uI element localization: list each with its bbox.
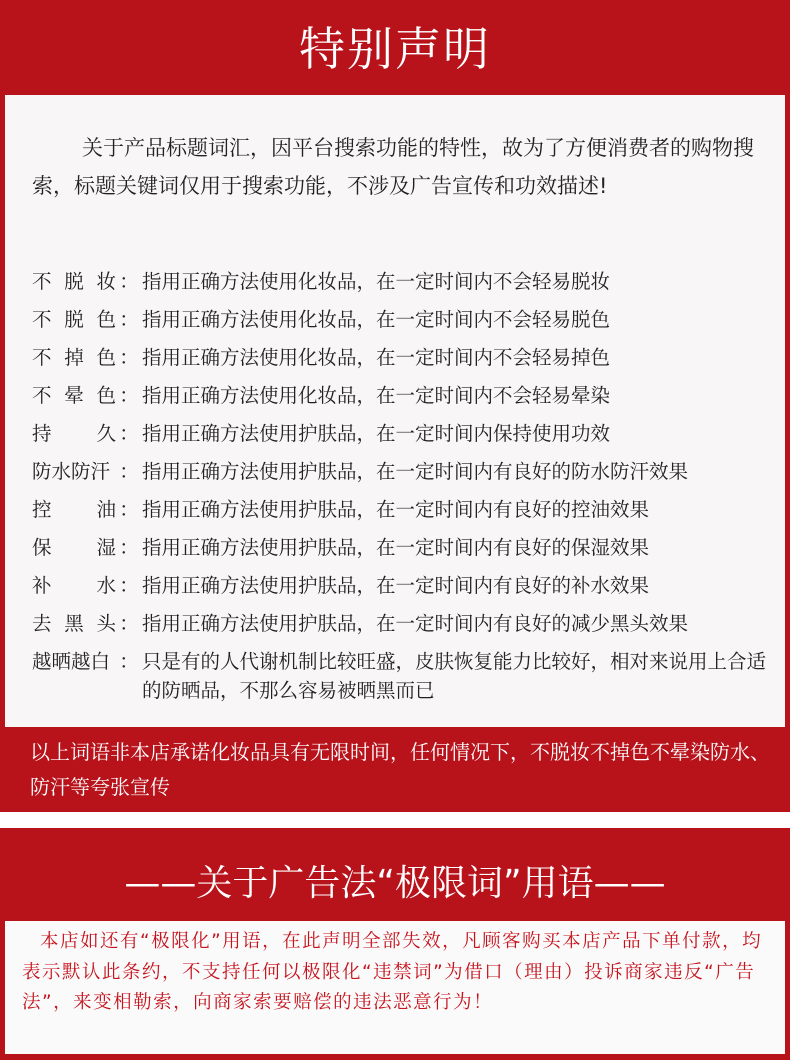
definition-term-char: 色 [96, 346, 116, 369]
definition-term-char: 越晒越白 [32, 650, 111, 673]
definition-term [32, 301, 116, 339]
definition-row [32, 491, 782, 529]
definition-term [32, 491, 116, 529]
definition-term-char: 不 [32, 346, 52, 369]
definition-term-char: 头 [96, 612, 116, 635]
definition-term [32, 643, 116, 705]
definition-term-char: 色 [96, 308, 116, 331]
declaration-panel [5, 95, 785, 727]
definition-term-char: 不 [32, 384, 52, 407]
definition-row [32, 529, 782, 567]
definition-term [32, 529, 116, 567]
section-divider [0, 812, 790, 828]
page-title: 特别声明 [299, 22, 491, 76]
definition-term-char: 油 [96, 498, 116, 521]
definition-term-char: 晕 [64, 384, 84, 407]
definition-term [32, 415, 116, 453]
definition-term-char: 补 [32, 574, 52, 597]
definition-term-char: 湿 [96, 536, 116, 559]
definition-colon: ： [119, 498, 139, 521]
definition-colon: ： [119, 308, 139, 331]
definition-term [32, 339, 116, 377]
definition-term-char: 脱 [64, 270, 84, 293]
definition-desc: 指用正确方法使用护肤品，在一定时间内保持使用功效 [142, 422, 611, 445]
definition-term [32, 453, 116, 491]
definition-term-char: 水 [96, 574, 116, 597]
definition-row [32, 567, 782, 605]
definitions-list [32, 263, 782, 705]
definition-colon: ： [119, 460, 139, 483]
notice-text: 本店如还有“极限化”用语，在此声明全部失效，凡顾客购买本店产品下单付款，均表示默认此条约，不支持任何以极限化“违禁词”为借口（理由）投诉商家违反“广告法”，来变相勒索，向商家索要赔偿的违法恶意行为！ [22, 931, 763, 1013]
definition-desc: 指用正确方法使用化妆品，在一定时间内不会轻易脱色 [142, 308, 611, 331]
definition-colon: ： [119, 650, 139, 673]
definition-term-char: 不 [32, 270, 52, 293]
definition-term-char: 去 [32, 612, 52, 635]
definition-term-char: 妆 [96, 270, 116, 293]
definition-row [32, 643, 782, 705]
definition-colon: ： [119, 384, 139, 407]
definition-term [32, 605, 116, 643]
definition-desc: 只是有的人代谢机制比较旺盛，皮肤恢复能力比较好，相对来说用上合适的防晒品，不那么容易被晒黑而已 [142, 650, 767, 702]
definition-desc: 指用正确方法使用化妆品，在一定时间内不会轻易脱妆 [142, 270, 611, 293]
notice-panel [5, 921, 785, 1054]
disclaimer-text: 以上词语非本店承诺化妆品具有无限时间，任何情况下，不脱妆不掉色不晕染防水、防汗等夸张宣传 [30, 740, 770, 799]
definition-term [32, 377, 116, 415]
definition-row [32, 377, 782, 415]
definition-row [32, 339, 782, 377]
definition-desc: 指用正确方法使用化妆品，在一定时间内不会轻易晕染 [142, 384, 611, 407]
definition-colon: ： [119, 612, 139, 635]
definition-desc: 指用正确方法使用护肤品，在一定时间内有良好的控油效果 [142, 498, 650, 521]
definition-row [32, 453, 782, 491]
definition-desc: 指用正确方法使用护肤品，在一定时间内有良好的减少黑头效果 [142, 612, 689, 635]
definition-colon: ： [119, 270, 139, 293]
definition-term-char: 保 [32, 536, 52, 559]
definition-term [32, 263, 116, 301]
definition-term-char: 防水防汗 [32, 460, 111, 483]
definition-desc: 指用正确方法使用护肤品，在一定时间内有良好的补水效果 [142, 574, 650, 597]
definition-colon: ： [119, 536, 139, 559]
definition-term-char: 掉 [64, 346, 84, 369]
definition-term-char: 不 [32, 308, 52, 331]
definition-row [32, 605, 782, 643]
definition-term-char: 色 [96, 384, 116, 407]
definition-colon: ： [119, 346, 139, 369]
definition-term [32, 567, 116, 605]
definition-row [32, 301, 782, 339]
definition-row [32, 415, 782, 453]
definition-desc: 指用正确方法使用化妆品，在一定时间内不会轻易掉色 [142, 346, 611, 369]
definition-colon: ： [119, 422, 139, 445]
definition-term-char: 脱 [64, 308, 84, 331]
definition-colon: ： [119, 574, 139, 597]
definition-desc: 指用正确方法使用护肤品，在一定时间内有良好的保湿效果 [142, 536, 650, 559]
definition-term-char: 控 [32, 498, 52, 521]
definition-row [32, 263, 782, 301]
definition-term-char: 久 [96, 422, 116, 445]
intro-paragraph: 关于产品标题词汇，因平台搜索功能的特性，故为了方便消费者的购物搜索，标题关键词仅用于搜索功能，不涉及广告宣传和功效描述! [32, 136, 754, 198]
definition-term-char: 黑 [64, 612, 84, 635]
definition-desc: 指用正确方法使用护肤品，在一定时间内有良好的防水防汗效果 [142, 460, 689, 483]
section-title: ——关于广告法“极限词”用语—— [124, 862, 666, 904]
definition-term-char: 持 [32, 422, 52, 445]
